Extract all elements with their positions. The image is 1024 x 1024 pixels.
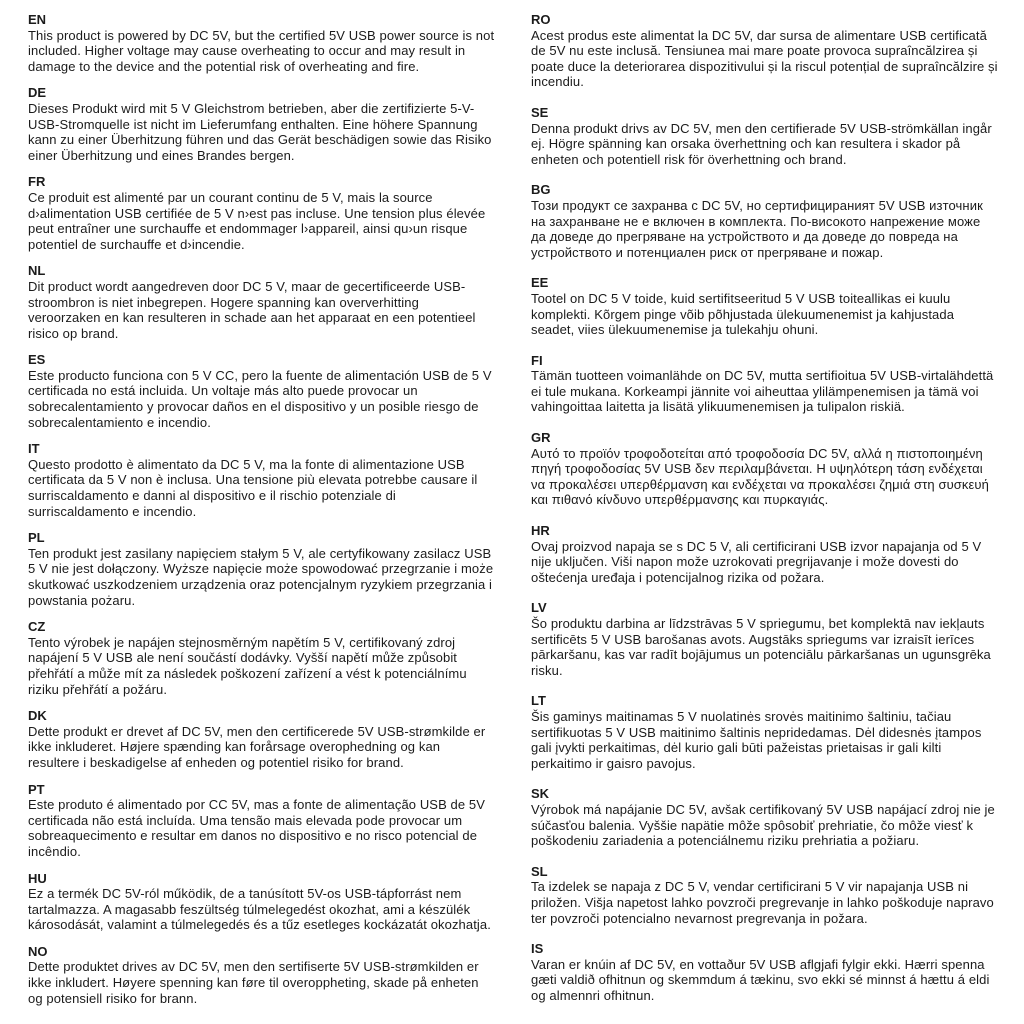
language-section <box>28 619 495 697</box>
language-warning-text: This product is powered by DC 5V, but the certified 5V USB power source is not included. Higher voltage may cause overheating to occur and may result in damage to the device and the potential risk of overheating and fire. <box>28 27 495 74</box>
language-warning-text: Dette produkt er drevet af DC 5V, men den certificerede 5V USB-strømkilde er ikke inkluderet. Højere spænding kan forårsage overophedning og kan resultere i beskadigelse af enheden og potentiel risiko for brand. <box>28 723 486 770</box>
language-code: RO <box>531 12 551 27</box>
language-warning-text: Acest produs este alimentat la DC 5V, dar sursa de alimentare USB certificată de 5V nu este inclusă. Tensiunea mai mare poate provoca supraîncălzirea și poate duce la deteriorarea dispozitivului și la riscul potențial de supraîncălzire și incendiu. <box>531 27 998 90</box>
language-code: EE <box>531 275 549 291</box>
language-warning-text: Denna produkt drivs av DC 5V, men den certifierade 5V USB-strömkällan ingår ej. Högre spänning kan orsaka överhettning och kan resultera i skador på enheten och potentiell risk för överhettning och brand. <box>531 120 992 167</box>
language-section <box>28 352 495 430</box>
language-code: FR <box>28 174 46 190</box>
language-section <box>531 105 998 167</box>
language-warning-text: Αυτό το προϊόν τροφοδοτείται από τροφοδοσία DC 5V, αλλά η πιστοποιημένη πηγή τροφοδοσίας 5V USB δεν περιλαμβάνεται. Η υψηλότερη τάση ενδέχεται να προκαλέσει υπερθέρμανση και ενδέχεται να προκαλέσει ζημιά στη συσκευή και πιθανό κίνδυνο υπερθέρμανσης και πυρκαγιάς. <box>531 445 989 508</box>
language-warning-text: Ovaj proizvod napaja se s DC 5 V, ali certificirani USB izvor napajanja od 5 V nije uključen. Viši napon može uzrokovati pregrijavanje i može dovesti do oštećenja uređaja i potencijalnog rizika od požara. <box>531 538 982 585</box>
language-warning-text: Dette produktet drives av DC 5V, men den sertifiserte 5V USB-strømkilden er ikke inkludert. Høyere spenning kan føre til overoppheting, skade på enheten og potensiell risiko for brann. <box>28 959 479 1006</box>
language-section <box>28 263 495 341</box>
language-section <box>531 864 998 926</box>
language-code: LT <box>531 693 546 709</box>
language-warning-text: Este producto funciona con 5 V CC, pero la fuente de alimentación USB de 5 V certificada no está incluida. Un voltaje más alto puede provocar un sobrecalentamiento y provocar daños en el dispositivo y un posible riesgo de sobrecalentamiento e incendio. <box>28 367 492 430</box>
language-warning-text: Výrobok má napájanie DC 5V, avšak certifikovaný 5V USB napájací zdroj nie je súčasťou balenia. Vyššie napätie môže spôsobiť prehriatie, čo môže viesť k poškodeniu zariadenia a potenciálnemu riziku prehriatia a požiaru. <box>531 801 995 849</box>
language-code: DK <box>28 708 47 724</box>
language-section <box>531 430 998 508</box>
language-warning-text: Ten produkt jest zasilany napięciem stałym 5 V, ale certyfikowany zasilacz USB 5 V nie jest dołączony. Wyższe napięcie może spowodować przegrzanie i może skutkować uszkodzeniem urządzenia oraz potencjalnym ryzykiem przegrzania i powstania pożaru. <box>28 545 494 608</box>
right-column <box>531 12 998 1024</box>
language-code: HU <box>28 870 47 886</box>
language-section <box>531 275 998 337</box>
language-code: DE <box>28 85 47 101</box>
language-warning-text: Tento výrobek je napájen stejnosměrným napětím 5 V, certifikovaný zdroj napájení 5 V USB ale není součástí dodávky. Vyšší napětí může způsobit přehřátí a může mít za následek poškození zařízení a vést k potenciálnímu riziku přehřátí a požáru. <box>28 634 467 697</box>
language-section <box>28 12 495 74</box>
language-section <box>531 941 998 1003</box>
language-code: PL <box>28 530 45 546</box>
language-section <box>28 530 495 608</box>
language-code: CZ <box>28 619 46 635</box>
left-column <box>28 12 495 1024</box>
language-section <box>28 85 495 163</box>
language-code: BG <box>531 182 551 198</box>
language-section <box>28 441 495 519</box>
language-code: IT <box>28 441 40 457</box>
language-section <box>28 944 495 1006</box>
language-section <box>531 353 998 415</box>
language-warning-text: Този продукт се захранва с DC 5V, но сертифицираният 5V USB източник на захранване не е включен в комплекта. По-високото напрежение може да доведе до прегряване на устройството и да доведе до повреда на устройството и потенциален риск от прегряване и пожар. <box>531 197 983 260</box>
language-code: ES <box>28 352 46 368</box>
language-code: LV <box>531 600 547 616</box>
language-section <box>531 693 998 771</box>
language-section <box>531 523 998 585</box>
language-code: IS <box>531 941 544 957</box>
language-section <box>531 12 998 90</box>
language-section <box>531 182 998 260</box>
language-warning-text: Ce produit est alimenté par un courant continu de 5 V, mais la source d›alimentation USB certifiée de 5 V n›est pas incluse. Une tension plus élevée peut entraîner une surchauffe et endommager l›appareil, ainsi qu›un risque potentiel de surchauffe et d›incendie. <box>28 189 486 252</box>
language-section <box>531 600 998 678</box>
language-code: HR <box>531 523 550 539</box>
language-code: SK <box>531 786 550 802</box>
language-code: SE <box>531 104 549 120</box>
language-section <box>28 708 495 770</box>
language-warning-text: Šis gaminys maitinamas 5 V nuolatinės srovės maitinimo šaltiniu, tačiau sertifikuotas 5 V USB maitinimo šaltinis nepridedamas. Dėl didesnės įtampos gali įvykti perkaitimas, dėl kurio gali būti pažeistas prietaisas ir gali kilti perkaitimo ir gaisro pavojus. <box>531 708 982 771</box>
language-warning-text: Dieses Produkt wird mit 5 V Gleichstrom betrieben, aber die zertifizierte 5-V-USB-Stromquelle ist nicht im Lieferumfang enthalten. Eine höhere Spannung kann zu einer Überhitzung führen und das Gerät beschädigen sowie das Risiko einer Überhitzung und eines Brandes bergen. <box>28 100 492 163</box>
language-code: NL <box>28 263 46 279</box>
language-code: PT <box>28 781 45 797</box>
language-section <box>28 871 495 933</box>
language-warning-text: Ez a termék DC 5V-ról működik, de a tanúsított 5V-os USB-tápforrást nem tartalmazza. A magasabb feszültség túlmelegedést okozhat, ami a készülék károsodását, valamint a túlmelegedés és a tűz esetleges kockázatát okozhatja. <box>28 886 491 933</box>
language-code: GR <box>531 430 551 446</box>
language-warning-text: Tootel on DC 5 V toide, kuid sertifitseeritud 5 V USB toiteallikas ei kuulu komplekti. Kõrgem pinge võib põhjustada ülekuumenemist ja kahjustada seadet, viies ülekuumenemise ja tulekahju ohuni. <box>531 290 955 338</box>
language-section <box>28 174 495 252</box>
language-warning-text: Šo produktu darbina ar līdzstrāvas 5 V spriegumu, bet komplektā nav iekļauts sertificēts 5 V USB barošanas avots. Augstāks spriegums var izraisīt ierīces pārkaršanu, kas var radīt bojājumus un potenciālu pārkaršanas un ugunsgrēka risku. <box>531 616 991 678</box>
language-warning-text: Varan er knúin af DC 5V, en vottaður 5V USB aflgjafi fylgir ekki. Hærri spenna gæti valdið ofhitnun og skemmdum á tækinu, svo ekki sé minnst á hættu á eldi og almennri ofhitnun. <box>531 956 990 1003</box>
language-warning-text: Questo prodotto è alimentato da DC 5 V, ma la fonte di alimentazione USB certificata da 5 V non è inclusa. Una tensione più elevata potrebbe causare il surriscaldamento e danni al dispositivo e il rischio potenziale di surriscaldamento e incendio. <box>28 456 478 519</box>
language-warning-text: Tämän tuotteen voimanlähde on DC 5V, mutta sertifioitua 5V USB-virtalähdettä ei tule mukana. Korkeampi jännite voi aiheuttaa ylilämpenemisen ja tämä voi vahingoittaa laitetta ja lisätä ylikuumenemisen ja tulipalon riskiä. <box>531 368 994 415</box>
language-code: FI <box>531 352 543 368</box>
language-warning-text: Ta izdelek se napaja z DC 5 V, vendar certificirani 5 V vir napajanja USB ni priložen. Višja napetost lahko povzroči pregrevanje in lahko poškoduje napravo ter povzroči potencialno nevarnost pregrevanja in požara. <box>531 879 994 926</box>
language-code: NO <box>28 943 48 959</box>
language-warning-text: Dit product wordt aangedreven door DC 5 V, maar de gecertificeerde USB-stroombron is niet inbegrepen. Hogere spanning kan oververhitting veroorzaken en kan resulteren in schade aan het apparaat en een potentieel risico op brand. <box>28 278 476 341</box>
language-code: EN <box>28 12 47 27</box>
language-section <box>28 782 495 860</box>
language-warning-text: Este produto é alimentado por CC 5V, mas a fonte de alimentação USB de 5V certificada não está incluída. Uma tensão mais elevada pode provocar um sobreaquecimento e resultar em danos no dispositivo e no risco potencial de incêndio. <box>28 797 486 859</box>
language-section <box>531 786 998 848</box>
language-code: SL <box>531 863 548 879</box>
